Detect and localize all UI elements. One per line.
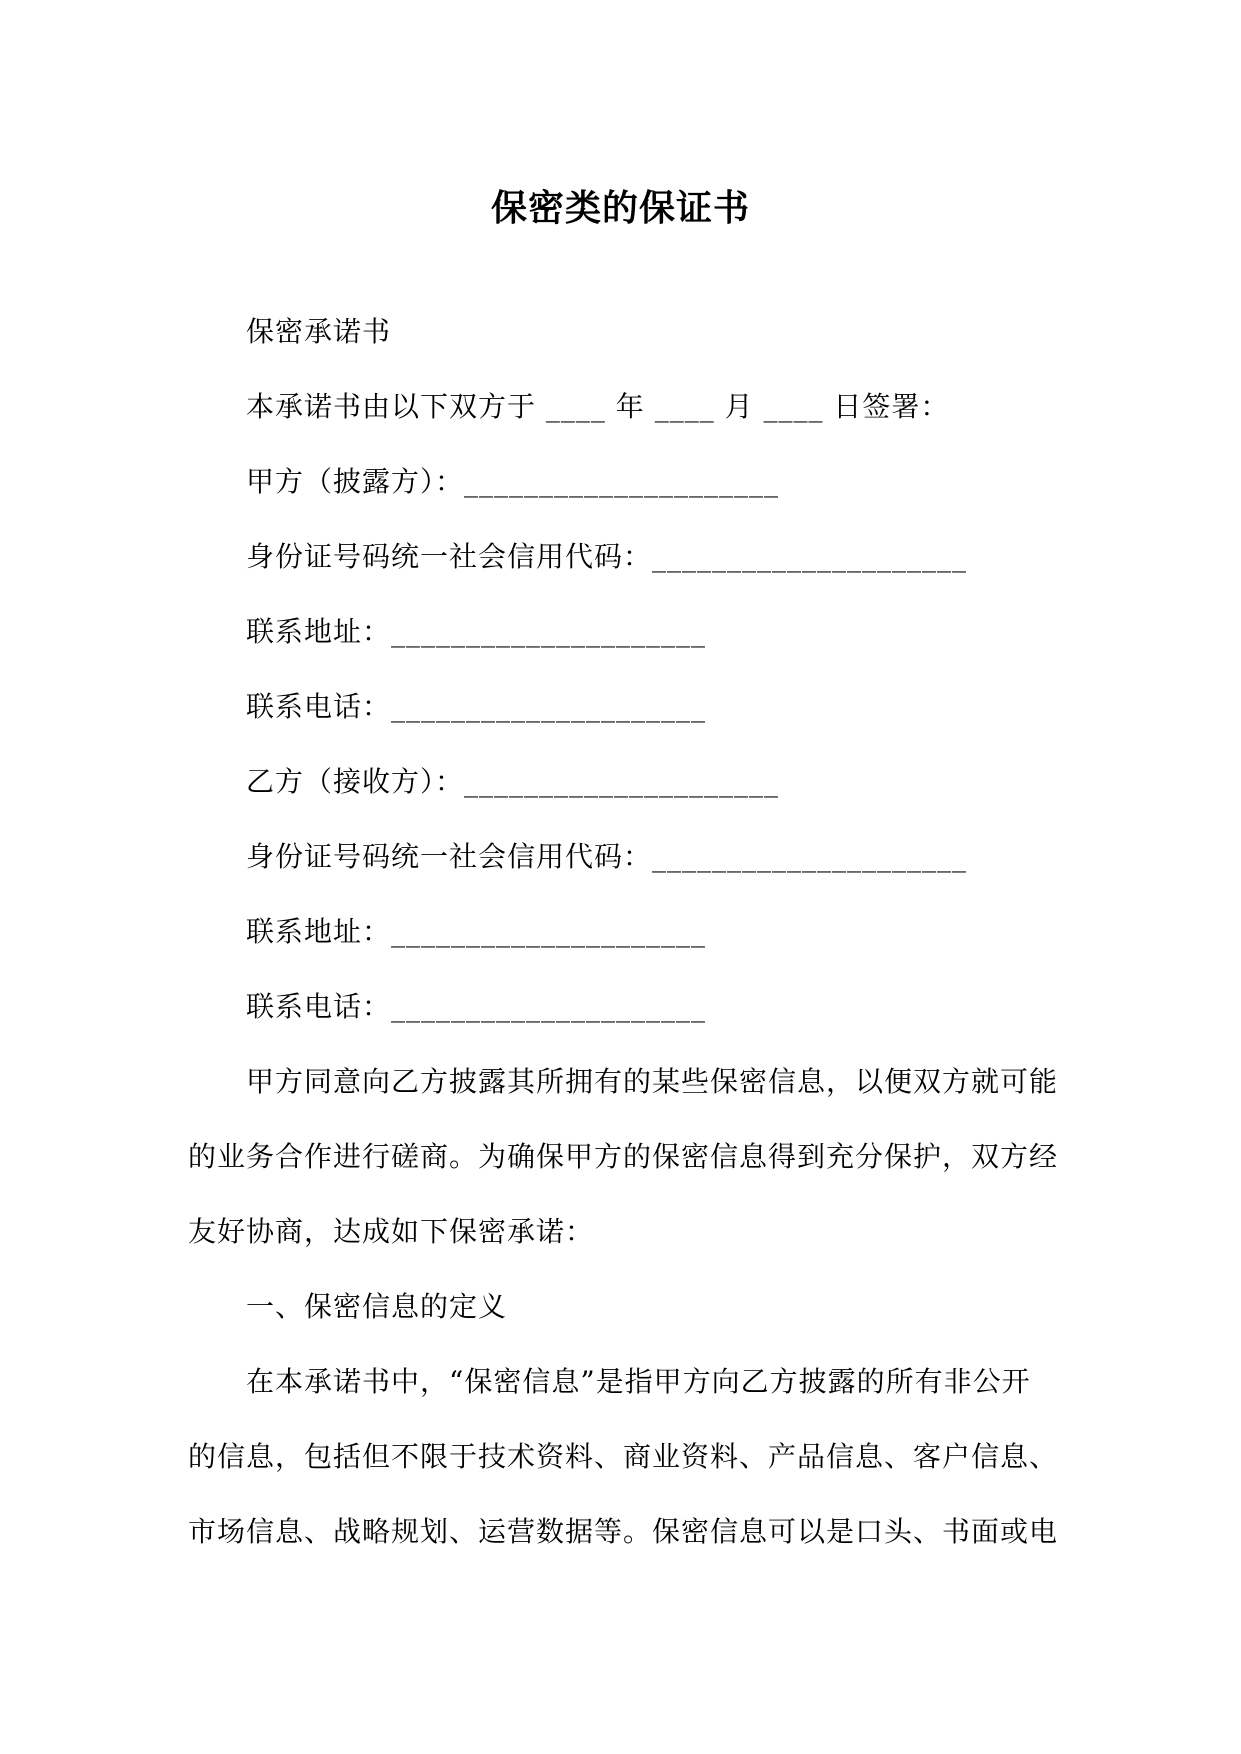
party-b-address-line: 联系地址：_____________________ [246, 915, 707, 948]
party-a-address-line: 联系地址：_____________________ [246, 615, 707, 648]
party-b-name-line: 乙方（接收方）：_____________________ [246, 765, 780, 798]
body-paragraph-line: 友好协商，达成如下保密承诺： [188, 1215, 595, 1248]
signing-date-line: 本承诺书由以下双方于 ____ 年 ____ 月 ____ 日签署： [246, 390, 950, 423]
definition-paragraph-line: 市场信息、战略规划、运营数据等。保密信息可以是口头、书面或电 [188, 1515, 1059, 1548]
section-heading: 一、保密信息的定义 [246, 1290, 508, 1323]
party-a-name-line: 甲方（披露方）：_____________________ [246, 465, 780, 498]
subtitle-line: 保密承诺书 [246, 315, 392, 348]
party-b-phone-line: 联系电话：_____________________ [246, 990, 707, 1023]
document-title: 保密类的保证书 [490, 187, 750, 229]
party-a-phone-line: 联系电话：_____________________ [246, 690, 707, 723]
party-b-id-line: 身份证号码统一社会信用代码：_____________________ [246, 840, 968, 873]
definition-paragraph-line: 的信息，包括但不限于技术资料、商业资料、产品信息、客户信息、 [188, 1440, 1059, 1473]
party-a-id-line: 身份证号码统一社会信用代码：_____________________ [246, 540, 968, 573]
body-paragraph-line: 的业务合作进行磋商。为确保甲方的保密信息得到充分保护，双方经 [188, 1140, 1059, 1173]
body-paragraph-line: 甲方同意向乙方披露其所拥有的某些保密信息，以便双方就可能 [246, 1065, 1059, 1098]
definition-paragraph-line: 在本承诺书中，“保密信息”是指甲方向乙方披露的所有非公开 [246, 1365, 1031, 1398]
